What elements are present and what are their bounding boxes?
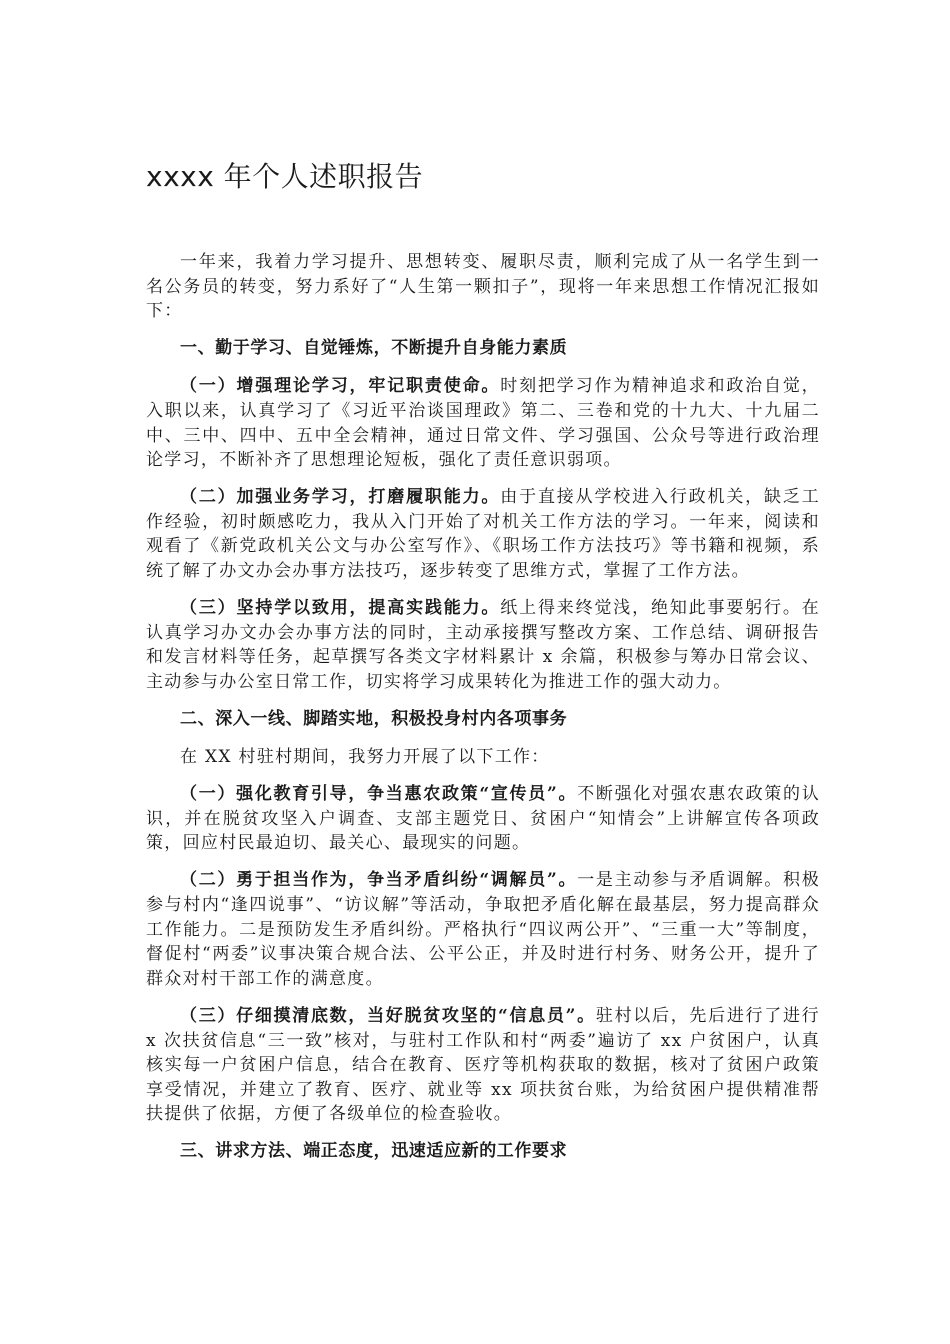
section-1-item-1 <box>146 374 820 472</box>
section-1-item-2-text: 由于直接从学校进入行政机关，缺乏工作经验，初时颇感吃力，我从入门开始了对机关工作方法的学习。一年来，阅读和观看了《新党政机关公文与办公室写作》、《职场工作方法技巧》等书籍和视频，系统了解了办文办会办事方法技巧，逐步转变了思维方式，掌握了工作方法。 <box>146 487 820 582</box>
section-1-item-3-lead: （三）坚持学以致用，提高实践能力。 <box>180 598 501 619</box>
section-1-item-3-text: 纸上得来终觉浅，绝知此事要躬行。在认真学习办文办会办事方法的同时，主动承接撰写整改方案、工作总结、调研报告和发言材料等任务，起草撰写各类文字材料累计 x 余篇，积极参与筹办日常会议、主动参与办公室日常工作，切实将学习成果转化为推进工作的强大动力。 <box>146 598 820 692</box>
document-title: xxxx 年个人述职报告 <box>146 160 424 193</box>
section-1-item-1-text: 时刻把学习作为精神追求和政治自觉，入职以来，认真学习了《习近平治谈国理政》第二、三卷和党的十九大、十九届二中、三中、四中、五中全会精神，通过日常文件、学习强国、公众号等进行政治理论学习，不断补齐了思想理论短板，强化了责任意识弱项。 <box>146 376 820 471</box>
intro-paragraph: 一年来，我着力学习提升、思想转变、履职尽责，顺利完成了从一名学生到一名公务员的转变，努力系好了“人生第一颗扣子”，现将一年来思想工作情况汇报如下： <box>146 252 820 322</box>
document-body <box>146 250 820 1178</box>
section-2-item-1 <box>146 782 820 856</box>
section-1-item-1-lead: （一）增强理论学习，牢记职责使命。 <box>180 376 501 397</box>
section-2-item-2-text: 一是主动参与矛盾调解。积极参与村内“逢四说事”、“访议解”等活动，争取把矛盾化解在最基层，努力提高群众工作能力。二是预防发生矛盾纠纷。严格执行“四议两公开”、“三重一大”等制度，督促村“两委”议事决策合规合法、公平公正，并及时进行村务、财务公开，提升了群众对村干部工作的满意度。 <box>146 870 821 989</box>
section-1-item-2 <box>146 485 820 583</box>
section-2-item-3-text: 驻村以后，先后进行了进行 x 次扶贫信息“三一致”核对，与驻村工作队和村“两委”遍访了 xx 户贫困户，认真核实每一户贫困户信息，结合在教育、医疗等机构获取的数据，核对了贫困户政策享受情况，并建立了教育、医疗、就业等 xx 项扶贫台账，为给贫困户提供精准帮扶提供了依据，方便了各级单位的检查验收。 <box>146 1005 820 1125</box>
section-1-item-3 <box>146 596 820 694</box>
section-2-item-2 <box>146 868 820 991</box>
section-2-item-1-text: 不断强化对强农惠农政策的认识，并在脱贫攻坚入户调查、支部主题党日、贫困户“知情会”上讲解宣传各项政策，回应村民最迫切、最关心、最现实的问题。 <box>146 784 821 854</box>
section-3-heading: 三、讲求方法、端正态度，迅速适应新的工作要求 <box>180 1141 568 1162</box>
section-2-item-1-lead: （一）强化教育引导，争当惠农政策“宣传员”。 <box>180 784 578 805</box>
section-2-heading: 二、深入一线、脚踏实地，积极投身村内各项事务 <box>180 709 568 729</box>
section-1-heading: 一、勤于学习、自觉锤炼，不断提升自身能力素质 <box>180 338 568 359</box>
section-2-item-3-lead: （三）仔细摸清底数，当好脱贫攻坚的“信息员”。 <box>180 1005 596 1026</box>
section-2-item-3 <box>146 1004 820 1127</box>
section-2-intro: 在 XX 村驻村期间，我努力开展了以下工作： <box>180 747 550 768</box>
section-1-item-2-lead: （二）加强业务学习，打磨履职能力。 <box>180 487 501 508</box>
section-2-item-2-lead: （二）勇于担当作为，争当矛盾纠纷“调解员”。 <box>180 870 578 891</box>
